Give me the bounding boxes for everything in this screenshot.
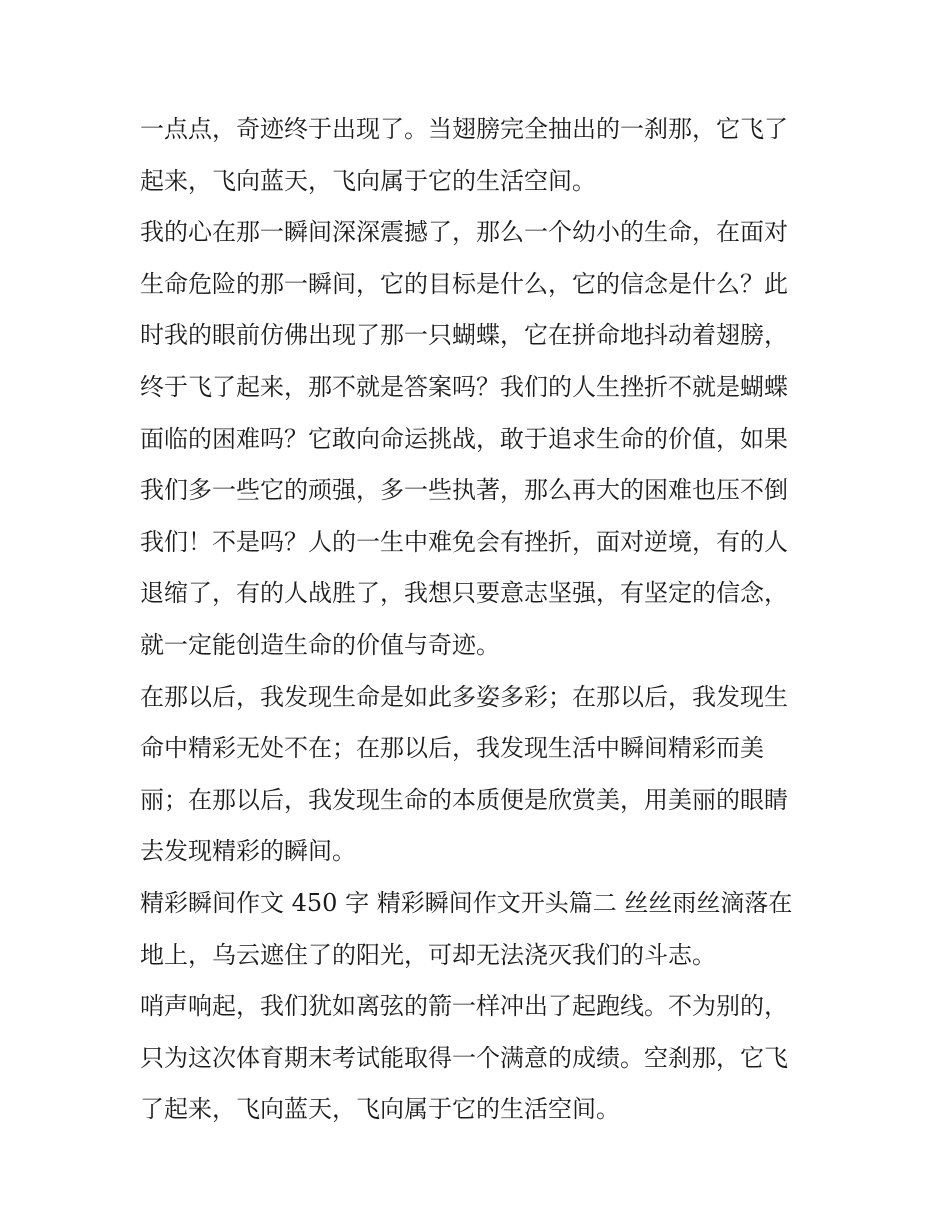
text-line: 终于飞了起来，那不就是答案吗？我们的人生挫折不就是蝴蝶 <box>140 372 788 401</box>
text-line: 我的心在那一瞬间深深震撼了，那么一个幼小的生命，在面对 <box>140 218 788 247</box>
body-text <box>140 104 812 1136</box>
text-line: 时我的眼前仿佛出现了那一只蝴蝶，它在拼命地抖动着翅膀， <box>140 321 788 350</box>
text-line: 哨声响起，我们犹如离弦的箭一样冲出了起跑线。不为别的， <box>140 992 788 1021</box>
text-line: 只为这次体育期末考试能取得一个满意的成绩。空刹那，它飞 <box>140 1043 788 1072</box>
text-line: 一点点，奇迹终于出现了。当翅膀完全抽出的一刹那，它飞了 <box>140 115 788 143</box>
text-line: 命中精彩无处不在；在那以后，我发现生活中瞬间精彩而美 <box>140 734 764 763</box>
text-line: 我们多一些它的顽强，多一些执著，那么再大的困难也压不倒 <box>140 476 788 505</box>
text-line: 起来，飞向蓝天，飞向属于它的生活空间。 <box>140 166 596 195</box>
text-line: 精彩瞬间作文 450 字 精彩瞬间作文开头篇二 丝丝雨丝滴落在 <box>140 888 793 917</box>
text-line: 面临的困难吗？它敢向命运挑战，敢于追求生命的价值，如果 <box>140 424 788 453</box>
text-line: 丽；在那以后，我发现生命的本质便是欣赏美，用美丽的眼睛 <box>140 785 788 814</box>
text-line: 在那以后，我发现生命是如此多姿多彩；在那以后，我发现生 <box>140 682 788 711</box>
text-line: 了起来，飞向蓝天，飞向属于它的生活空间。 <box>140 1095 620 1124</box>
text-line: 生命危险的那一瞬间，它的目标是什么，它的信念是什么？此 <box>140 269 788 298</box>
text-line: 去发现精彩的瞬间。 <box>140 837 356 866</box>
text-line: 地上，乌云遮住了的阳光，可却无法浇灭我们的斗志。 <box>140 940 716 969</box>
text-line: 我们！不是吗？人的一生中难免会有挫折，面对逆境，有的人 <box>140 527 788 556</box>
text-line: 退缩了，有的人战胜了，我想只要意志坚强，有坚定的信念， <box>140 579 788 608</box>
text-line: 就一定能创造生命的价值与奇迹。 <box>140 630 500 659</box>
